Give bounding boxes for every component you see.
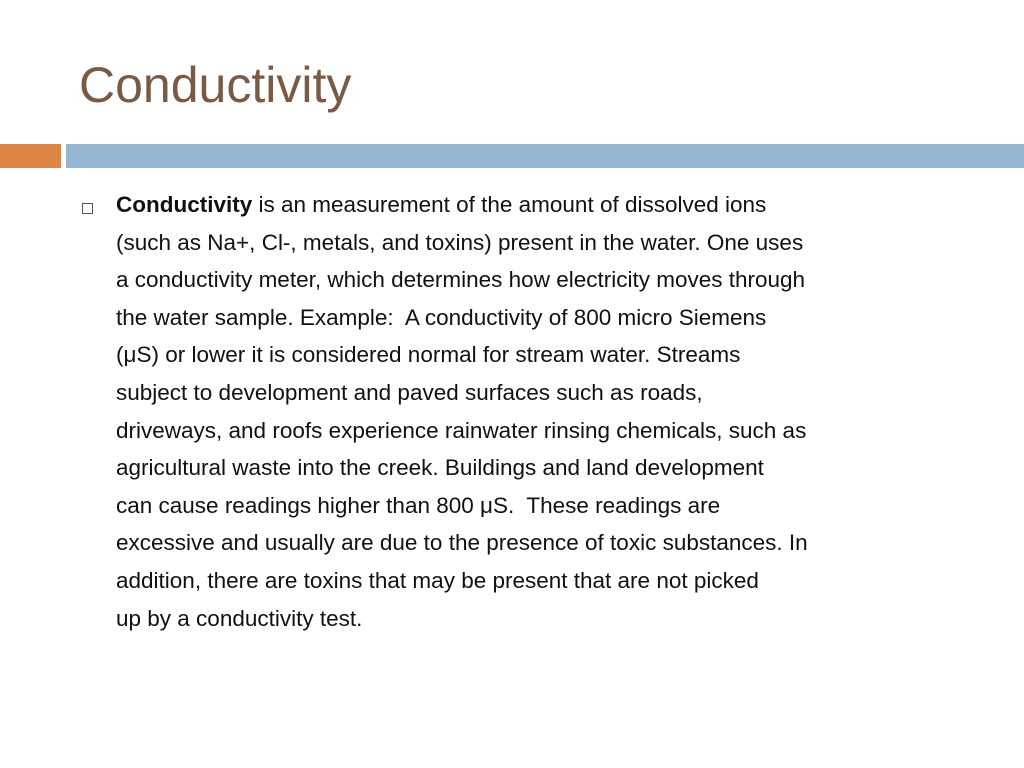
bullet-line: agricultural waste into the creek. Buildings and land development [116,455,764,481]
accent-bar-orange [0,144,61,168]
square-bullet-icon [82,203,93,214]
slide-content [80,186,980,637]
bullet-term: Conductivity [116,192,253,217]
bullet-line: excessive and usually are due to the presence of toxic substances. In [116,530,808,556]
bullet-line: the water sample. Example: A conductivity of 800 micro Siemens [116,304,767,330]
slide-title: Conductivity [79,57,352,113]
accent-bar-blue [66,144,1024,168]
bullet-paragraph [116,186,980,637]
bullet-line: addition, there are toxins that may be present that are not picked [116,567,759,593]
bullet-line: driveways, and roofs experience rainwater rinsing chemicals, such as [116,417,807,443]
bullet-line: (μS) or lower it is considered normal for stream water. Streams [116,342,741,368]
bullet-line: a conductivity meter, which determines how electricity moves through [116,267,806,293]
bullet-line: up by a conductivity test. [116,605,363,631]
bullet-line: subject to development and paved surfaces such as roads, [116,379,703,405]
bullet-line: (such as Na+, Cl-, metals, and toxins) present in the water. One uses [116,229,804,255]
bullet-line: can cause readings higher than 800 μS. These readings are [116,492,721,518]
bullet-item [80,186,980,637]
bullet-line: is an measurement of the amount of dissolved ions [252,192,767,217]
